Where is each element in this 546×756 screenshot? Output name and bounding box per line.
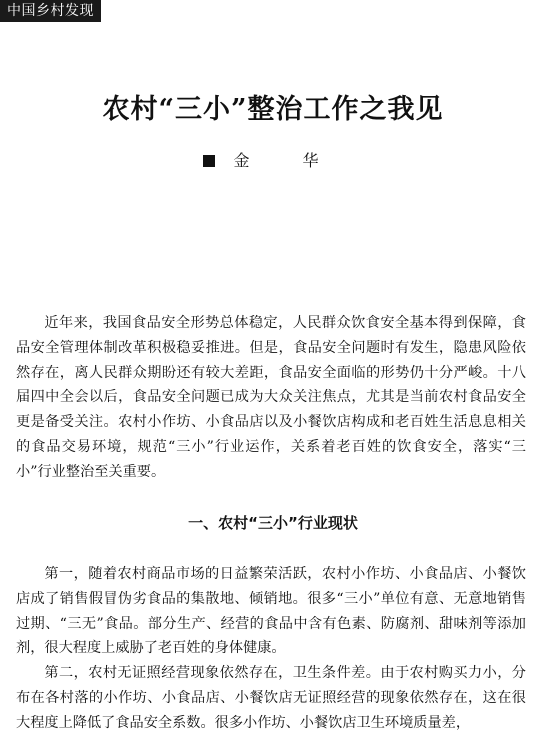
- section-paragraph-1: 第一，随着农村商品市场的日益繁荣活跃，农村小作坊、小食品店、小餐饮店成了销售假冒伪劣食品的集散地、倾销地。很多“三小”单位有意、无意地销售过期、“三无”食品。部分生产、经营的食品中含有色素、防腐剂、甜味剂等添加剂，很大程度上威胁了老百姓的身体健康。: [16, 566, 526, 657]
- intro-paragraph: 近年来，我国食品安全形势总体稳定，人民群众饮食安全基本得到保障，食品安全管理体制改革积极稳妥推进。但是，食品安全问题时有发生，隐患风险依然存在，离人民群众期盼还有较大差距，食品安全面临的形势仍十分严峻。十八届四中全会以后，食品安全问题已成为大众关注焦点，尤其是当前农村食品安全更是备受关注。农村小作坊、小食品店以及小餐饮店构成和老百姓生活息息相关的食品交易环境，规范“三小”行业运作，关系着老百姓的饮食安全，落实“三小”行业整治至关重要。: [16, 315, 526, 480]
- section-paragraph-2: 第二，农村无证照经营现象依然存在，卫生条件差。由于农村购买力小，分布在各村落的小作坊、小食品店、小餐饮店无证照经营的现象依然存在，这在很大程度上降低了食品安全系数。很多小作坊、小餐饮店卫生环境质量差，: [16, 665, 526, 731]
- section-tag: 中国乡村发现: [0, 0, 101, 22]
- article-title: 农村“三小”整治工作之我见: [102, 94, 444, 125]
- author-name: 金 华: [233, 151, 343, 170]
- square-bullet-icon: [203, 155, 215, 167]
- author-line: [0, 150, 546, 172]
- section-heading: 一、农村“三小”行业现状: [188, 514, 358, 532]
